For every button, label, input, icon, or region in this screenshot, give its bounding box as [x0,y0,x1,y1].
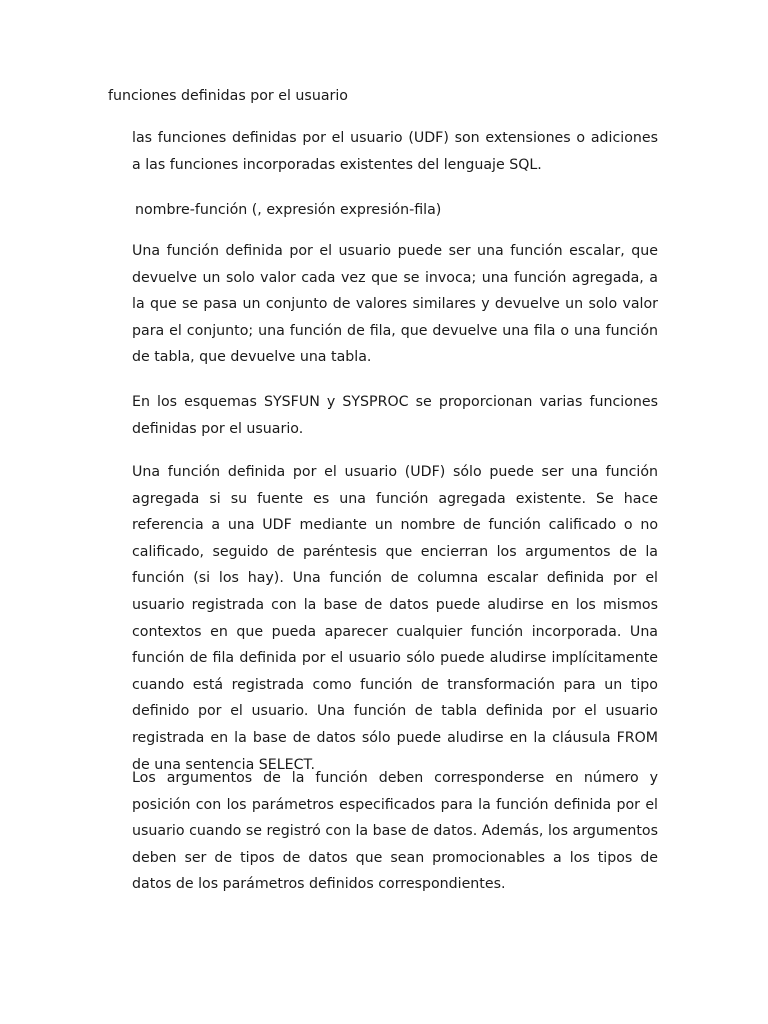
document-heading: funciones definidas por el usuario [108,88,348,104]
paragraph-udf-definition: las funciones definidas por el usuario (UDF) son extensiones o adiciones a las funciones incorporadas existentes del lenguaje SQL. [132,130,658,173]
paragraph-schemas: En los esquemas SYSFUN y SYSPROC se proporcionan varias funciones definidas por el usuario. [132,394,658,437]
paragraph-syntax: nombre-función (, expresión expresión-fila) [135,202,442,218]
paragraph-arguments: Los argumentos de la función deben corresponderse en número y posición con los parámetros especificados para la función definida por el usuario cuando se registró con la base de datos. Además, los argumentos deben ser de tipos de datos que sean promocionables a los tipos de datos de los parámetros definidos correspondientes. [132,770,658,893]
paragraph-function-types: Una función definida por el usuario puede ser una función escalar, que devuelve un solo valor cada vez que se invoca; una función agregada, a la que se pasa un conjunto de valores similares y devuelve un solo valor para el conjunto; una función de fila, que devuelve una fila o una función de tabla, que devuelve una tabla. [132,243,658,366]
paragraph-udf-usage: Una función definida por el usuario (UDF) sólo puede ser una función agregada si su fuente es una función agregada existente. Se hace referencia a una UDF mediante un nombre de función calificado o no calificado, seguido de paréntesis que encierran los argumentos de la función (si los hay). Una función de columna escalar definida por el usuario registrada con la base de datos puede aludirse en los mismos contextos en que pueda aparecer cualquier función incorporada. Una función de fila definida por el usuario sólo puede aludirse implícitamente cuando está registrada como función de transformación para un tipo definido por el usuario. Una función de tabla definida por el usuario registrada en la base de datos sólo puede aludirse en la cláusula FROM de una sentencia SELECT. [132,464,658,773]
